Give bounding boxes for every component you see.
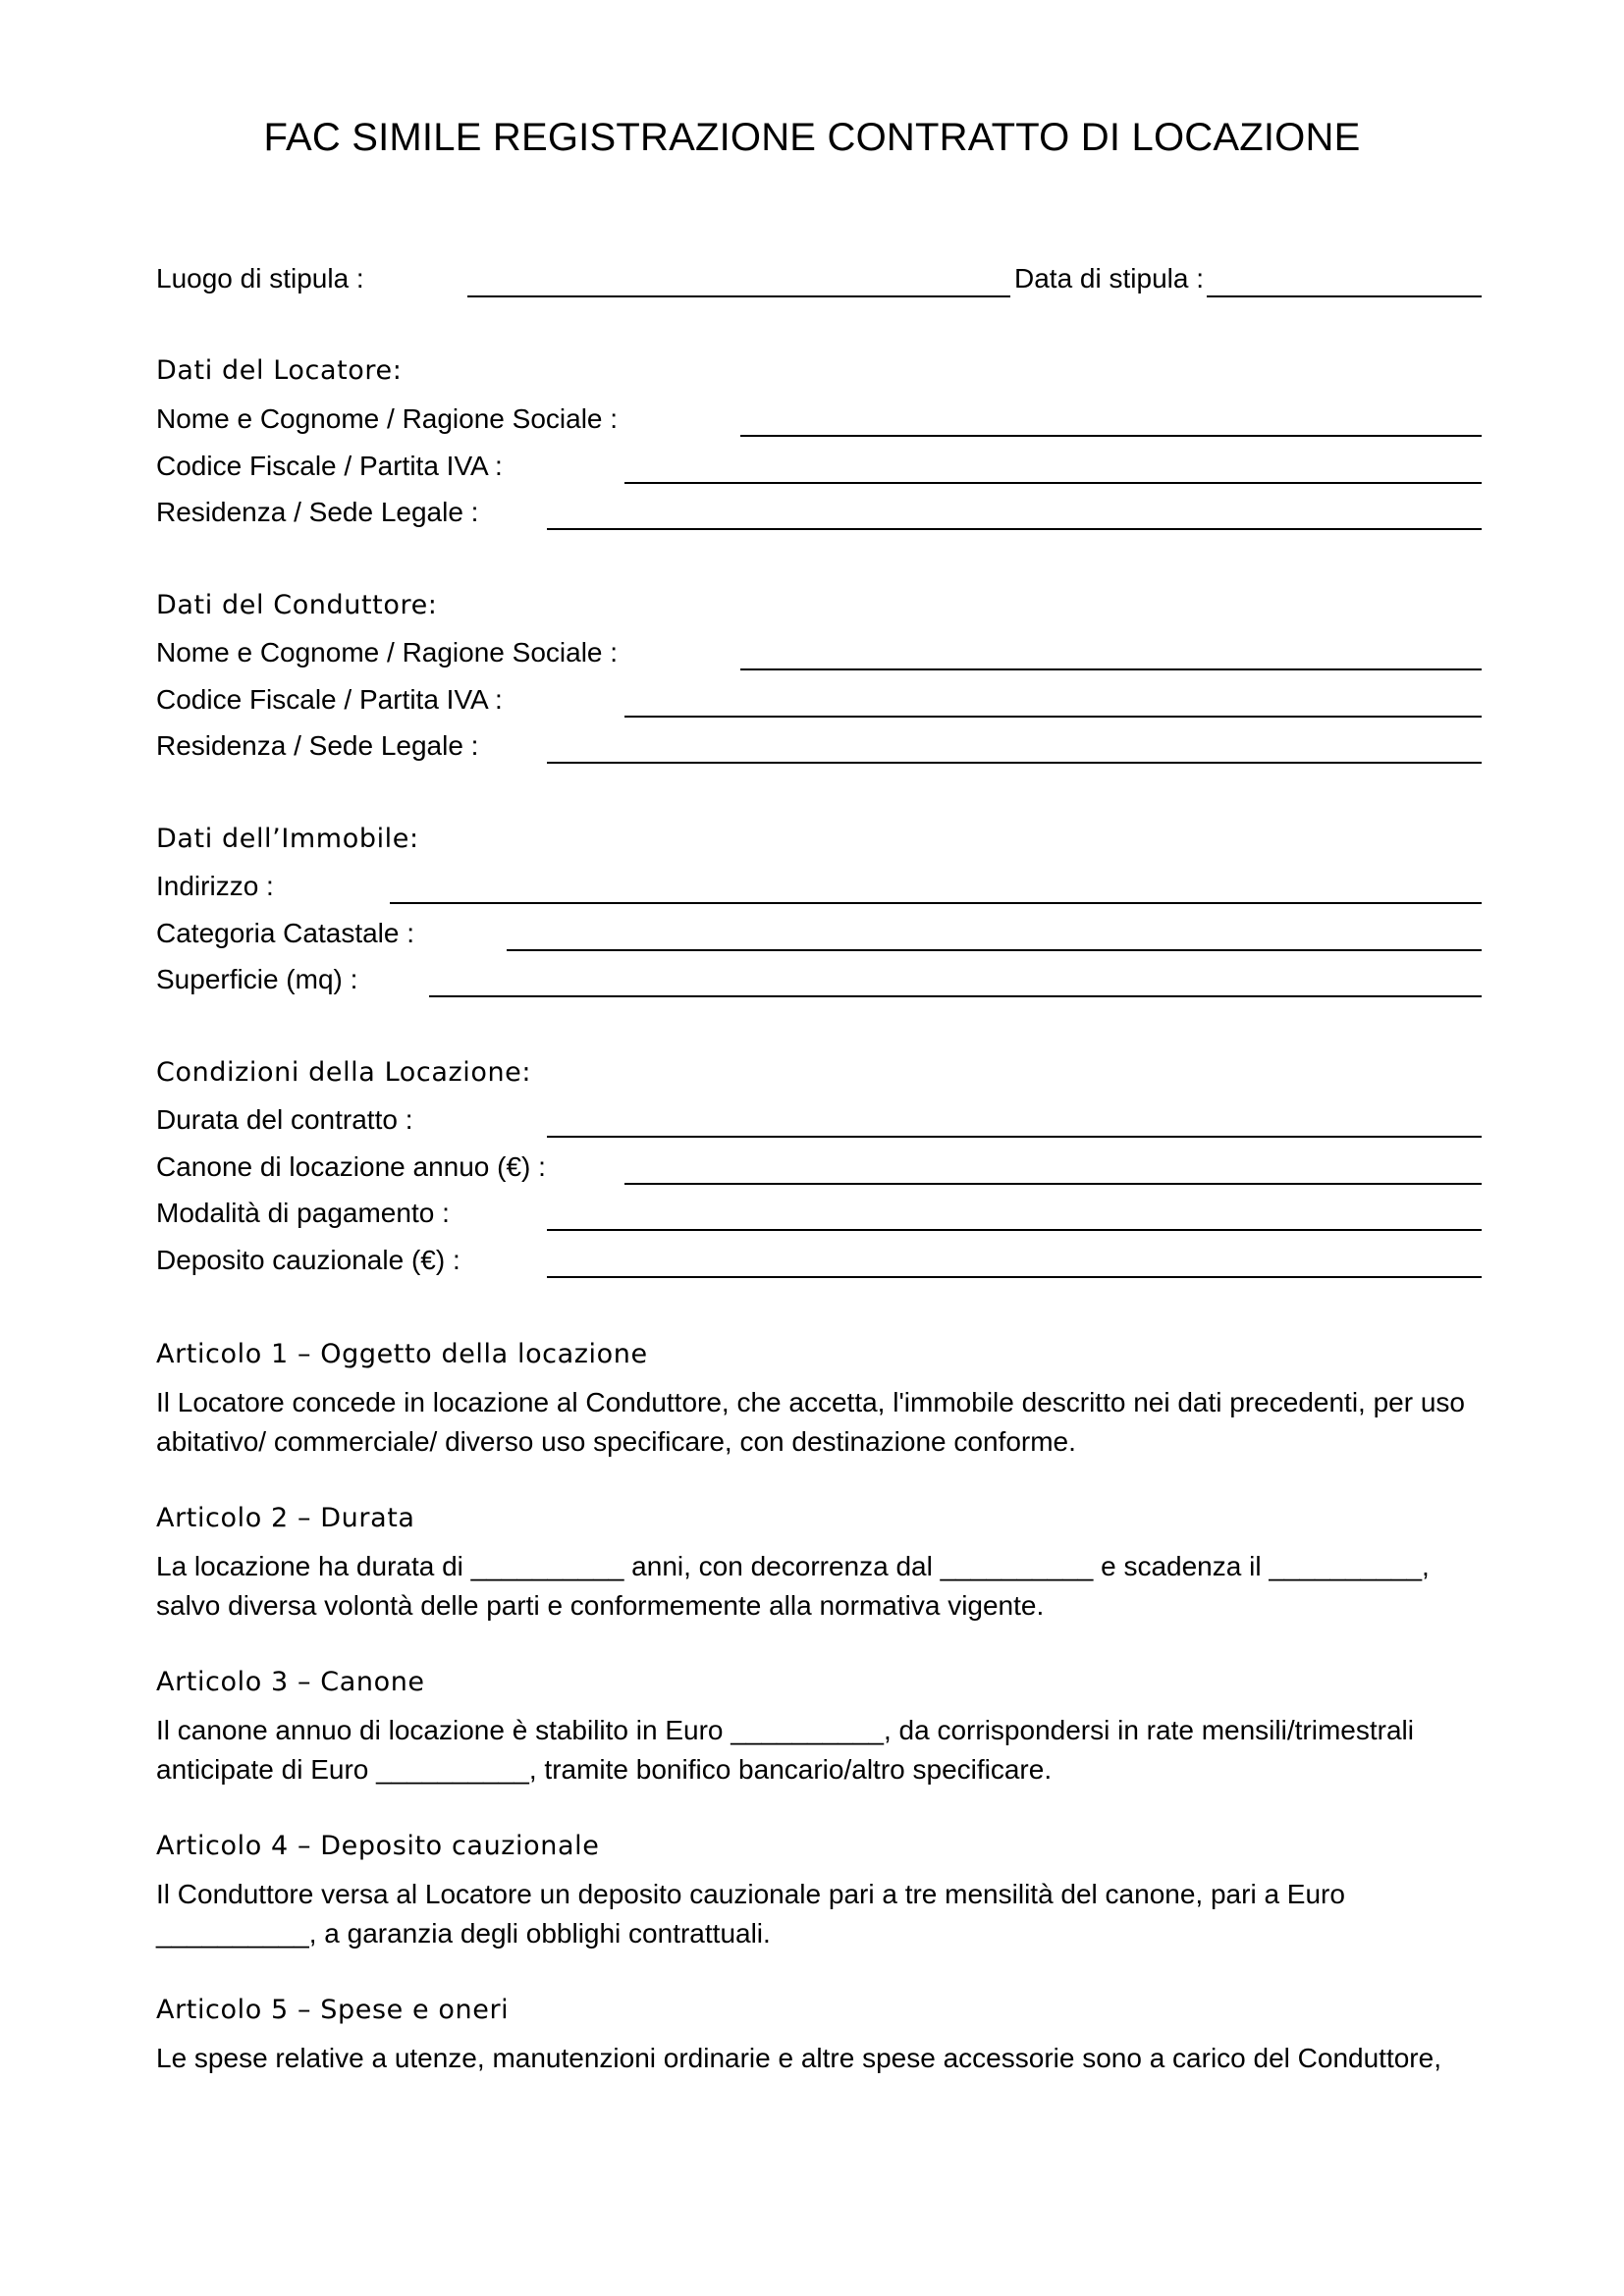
document-title: FAC SIMILE REGISTRAZIONE CONTRATTO DI LOCAZIONE	[263, 116, 1361, 159]
article-5-heading: Articolo 5 – Spese e oneri	[156, 1995, 510, 2025]
luogo-label: Luogo di stipula :	[156, 263, 364, 294]
condizioni-durata-field[interactable]	[547, 1136, 1482, 1138]
article-2-text: La locazione ha durata di __________ anni, con decorrenza dal __________ e scadenza il __________, salvo diversa volontà delle parti e conformemente alla normativa vigente.	[156, 1551, 1430, 1621]
condizioni-heading: Condizioni della Locazione:	[156, 1057, 532, 1088]
article-4-heading: Articolo 4 – Deposito cauzionale	[156, 1831, 600, 1861]
condizioni-modalita-label: Modalità di pagamento :	[156, 1198, 450, 1228]
condizioni-canone-field[interactable]	[624, 1183, 1482, 1185]
conduttore-residenza-label: Residenza / Sede Legale :	[156, 730, 479, 761]
conduttore-residenza-field[interactable]	[547, 762, 1482, 764]
condizioni-deposito-label: Deposito cauzionale (€) :	[156, 1245, 460, 1275]
immobile-categoria-field[interactable]	[507, 949, 1482, 951]
condizioni-modalita-field[interactable]	[547, 1229, 1482, 1231]
condizioni-durata-label: Durata del contratto :	[156, 1104, 413, 1135]
article-3-heading: Articolo 3 – Canone	[156, 1667, 425, 1697]
conduttore-codice-field[interactable]	[624, 716, 1482, 718]
article-5-text: Le spese relative a utenze, manutenzioni ordinarie e altre spese accessorie sono a carico del Conduttore,	[156, 2043, 1441, 2073]
data-label: Data di stipula :	[1014, 263, 1204, 294]
immobile-indirizzo-label: Indirizzo :	[156, 871, 274, 901]
condizioni-canone-label: Canone di locazione annuo (€) :	[156, 1151, 546, 1182]
article-3-text: Il canone annuo di locazione è stabilito in Euro __________, da corrispondersi in rate mensili/trimestrali anticipate di Euro __________, tramite bonifico bancario/altro specificare.	[156, 1715, 1414, 1785]
condizioni-deposito-field[interactable]	[547, 1276, 1482, 1278]
luogo-field[interactable]	[467, 295, 1010, 297]
locatore-codice-label: Codice Fiscale / Partita IVA :	[156, 451, 503, 481]
conduttore-codice-label: Codice Fiscale / Partita IVA :	[156, 684, 503, 715]
conduttore-heading: Dati del Conduttore:	[156, 590, 438, 620]
locatore-residenza-label: Residenza / Sede Legale :	[156, 497, 479, 527]
article-1-heading: Articolo 1 – Oggetto della locazione	[156, 1339, 648, 1369]
immobile-categoria-label: Categoria Catastale :	[156, 918, 415, 948]
conduttore-nome-field[interactable]	[740, 668, 1482, 670]
article-4-text: Il Conduttore versa al Locatore un deposito cauzionale pari a tre mensilità del canone, pari a Euro __________, a garanzia degli obblighi contrattuali.	[156, 1879, 1345, 1949]
data-field[interactable]	[1207, 295, 1482, 297]
locatore-heading: Dati del Locatore:	[156, 355, 403, 386]
immobile-indirizzo-field[interactable]	[390, 902, 1482, 904]
article-2-heading: Articolo 2 – Durata	[156, 1503, 415, 1533]
immobile-superficie-label: Superficie (mq) :	[156, 964, 358, 994]
locatore-codice-field[interactable]	[624, 482, 1482, 484]
article-1-text: Il Locatore concede in locazione al Conduttore, che accetta, l'immobile descritto nei dati precedenti, per uso abitativo/ commerciale/ diverso uso specificare, con destinazione conforme.	[156, 1387, 1465, 1457]
locatore-residenza-field[interactable]	[547, 528, 1482, 530]
locatore-nome-label: Nome e Cognome / Ragione Sociale :	[156, 403, 619, 434]
immobile-superficie-field[interactable]	[429, 995, 1482, 997]
locatore-nome-field[interactable]	[740, 435, 1482, 437]
conduttore-nome-label: Nome e Cognome / Ragione Sociale :	[156, 637, 619, 667]
immobile-heading: Dati dell’Immobile:	[156, 824, 419, 854]
